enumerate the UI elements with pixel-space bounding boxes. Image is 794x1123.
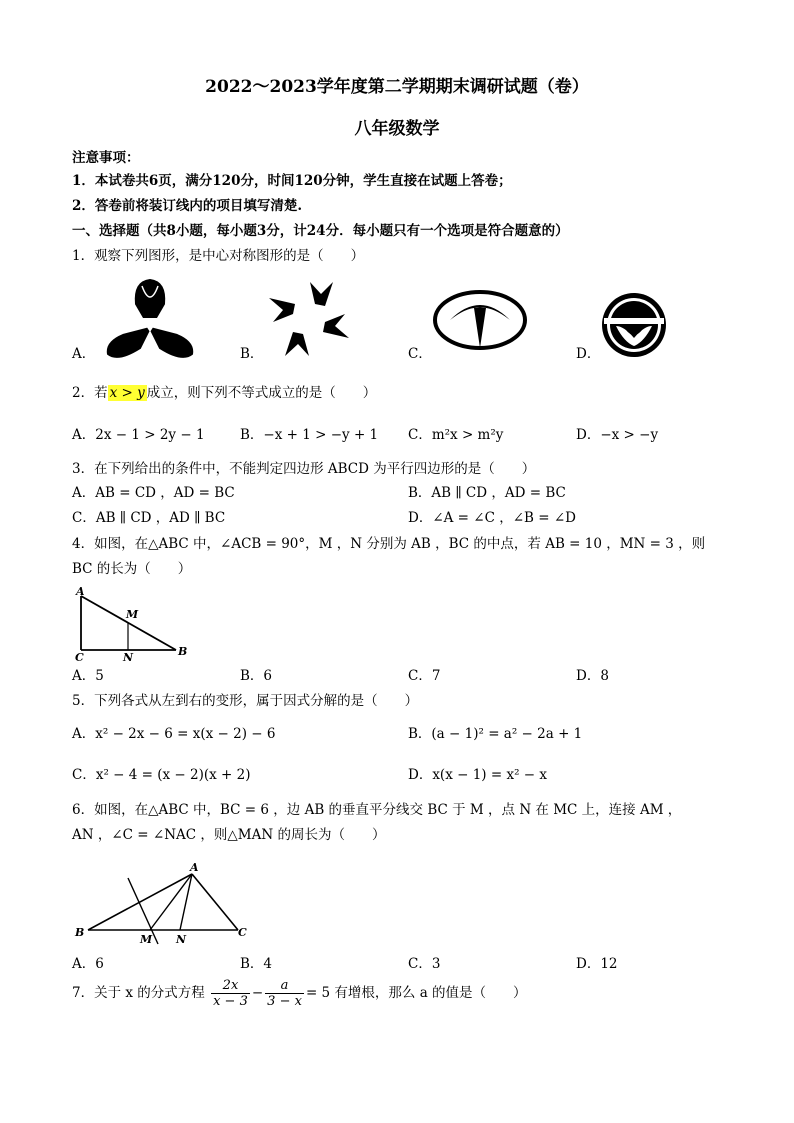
q6-stem-line1: 6．如图，在△ABC 中，BC = 6 ，边 AB 的垂直平分线交 BC 于 M ，点 N 在 MC 上，连接 AM ， — [72, 802, 682, 818]
q2-option-c[interactable]: C．m²x > m²y — [408, 427, 504, 443]
q4-label-b: B — [178, 645, 188, 658]
q4-label-m: M — [126, 608, 139, 621]
q4-option-b[interactable]: B．6 — [240, 668, 273, 684]
q6-label-n: N — [176, 933, 187, 946]
q2-option-a[interactable]: A．2x − 1 > 2y − 1 — [72, 427, 205, 443]
note-item-2: 2．答卷前将装订线内的项目填写清楚. — [72, 198, 303, 214]
q1-option-d[interactable]: D． — [576, 346, 601, 362]
q3-option-b[interactable]: B．AB ∥ CD ，AD = BC — [408, 485, 566, 501]
q4-triangle-figure — [72, 584, 194, 666]
q6-label-c: C — [238, 926, 247, 939]
q6-label-a: A — [190, 861, 199, 874]
q1-figure-b — [265, 276, 355, 361]
q4-stem-line2: BC 的长为（ ） — [72, 561, 192, 577]
q7-stem: 7．关于 x 的分式方程 $\frac{2x}{x - 3}$ − $\frac{a}{3 - x}$ = 5 有增根，那么 a 的值是（ ） — [72, 978, 527, 1009]
notes-heading: 注意事项： — [72, 150, 140, 166]
q4-stem-line1: 4．如图，在△ABC 中，∠ACB = 90°，M ，N 分别为 AB ，BC 的中点，若 AB = 10 ，MN = 3 ，则 — [72, 536, 706, 552]
q1-option-c[interactable]: C． — [408, 346, 432, 362]
q5-option-a[interactable]: A．x² − 2x − 6 = x(x − 2) − 6 — [72, 726, 276, 742]
q6-option-b[interactable]: B．4 — [240, 956, 273, 972]
q4-label-a: A — [76, 585, 85, 598]
q1-stem: 1．观察下列图形，是中心对称图形的是（ ） — [72, 248, 365, 264]
q6-option-a[interactable]: A．6 — [72, 956, 104, 972]
q1-figure-c — [430, 286, 530, 354]
q4-label-n: N — [123, 651, 134, 664]
q3-option-c[interactable]: C．AB ∥ CD ，AD ∥ BC — [72, 510, 226, 526]
q7-fraction-1: $\frac{2x}{x - 3}$ — [213, 978, 248, 1009]
q4-option-d[interactable]: D．8 — [576, 668, 609, 684]
q3-option-d[interactable]: D．∠A = ∠C ，∠B = ∠D — [408, 510, 576, 526]
q6-option-d[interactable]: D．12 — [576, 956, 618, 972]
section-heading: 一、选择题（共8小题，每小题3分，计24分．每小题只有一个选项是符合题意的） — [72, 223, 569, 239]
q2-option-d[interactable]: D．−x > −y — [576, 427, 659, 443]
q7-fraction-2: $\frac{a}{3 - x}$ — [267, 978, 302, 1009]
page-subtitle: 八年级数学 — [354, 119, 440, 139]
q5-stem: 5．下列各式从左到右的变形，属于因式分解的是（ ） — [72, 693, 419, 709]
q1-figure-d — [598, 290, 670, 360]
q3-option-a[interactable]: A．AB = CD ，AD = BC — [72, 485, 235, 501]
q4-option-a[interactable]: A．5 — [72, 668, 104, 684]
q5-option-b[interactable]: B．(a − 1)² = a² − 2a + 1 — [408, 726, 583, 742]
q2-highlight: x > y — [109, 385, 145, 401]
q5-option-c[interactable]: C．x² − 4 = (x − 2)(x + 2) — [72, 767, 251, 783]
q6-label-b: B — [75, 926, 85, 939]
q2-stem: 2．若 x > y 成立，则下列不等式成立的是（ ） — [72, 385, 377, 401]
q6-label-m: M — [140, 933, 153, 946]
note-item-1: 1．本试卷共6页，满分120分，时间120分钟，学生直接在试题上答卷； — [72, 173, 512, 189]
q1-figure-a — [100, 278, 200, 363]
q1-option-b[interactable]: B． — [240, 346, 264, 362]
page-title: 2022～2023学年度第二学期期末调研试题（卷） — [205, 77, 589, 97]
q4-option-c[interactable]: C．7 — [408, 668, 441, 684]
q5-option-d[interactable]: D．x(x − 1) = x² − x — [408, 767, 547, 783]
q6-stem-line2: AN ，∠C = ∠NAC ，则△MAN 的周长为（ ） — [72, 827, 386, 843]
q6-option-c[interactable]: C．3 — [408, 956, 441, 972]
q2-option-b[interactable]: B．−x + 1 > −y + 1 — [240, 427, 379, 443]
q1-option-a[interactable]: A． — [72, 346, 96, 362]
q6-triangle-figure — [70, 858, 260, 948]
q3-stem: 3．在下列给出的条件中，不能判定四边形 ABCD 为平行四边形的是（ ） — [72, 461, 536, 477]
q4-label-c: C — [75, 651, 84, 664]
